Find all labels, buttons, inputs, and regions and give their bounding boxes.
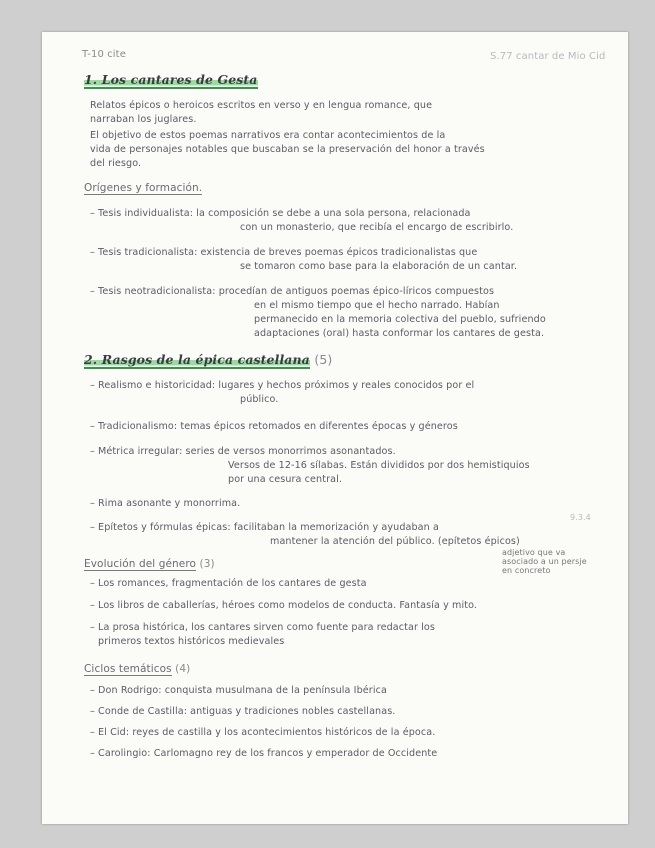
faint-mark: 9.3.4 — [570, 513, 591, 522]
section1-line-2: narraban los juglares. — [90, 114, 197, 125]
section1-title: 1. Los cantares de Gesta — [84, 72, 258, 87]
evolucion-line-1: – Los romances, fragmentación de los cantares de gesta — [90, 578, 367, 589]
side-note-2: asociado a un persje — [502, 557, 587, 566]
section2-title: 2. Rasgos de la épica castellana (5) — [84, 352, 333, 367]
origenes-line-4: se tomaron como base para la elaboración de un cantar. — [240, 261, 518, 272]
evolucion-title: Evolución del género (3) — [84, 558, 215, 570]
section1-line-3: El objetivo de estos poemas narrativos era contar acontecimientos de la — [90, 130, 446, 141]
section1-line-4: vida de personajes notables que buscaban se la preservación del honor a través — [90, 144, 485, 155]
side-note-3: en concreto — [502, 566, 551, 575]
origenes-line-5: – Tesis neotradicionalista: procedían de antiguos poemas épico-líricos compuestos — [90, 286, 495, 297]
origenes-line-8: adaptaciones (oral) hasta conformar los cantares de gesta. — [254, 328, 545, 339]
section2-line-7: – Rima asonante y monorrima. — [90, 498, 241, 509]
origenes-line-2: con un monasterio, que recibía el encargo de escribirlo. — [240, 222, 514, 233]
origenes-line-1: – Tesis individualista: la composición se debe a una sola persona, relacionada — [90, 208, 471, 219]
header-left: T-10 cite — [82, 49, 126, 60]
section2-line-2: público. — [240, 394, 279, 405]
origenes-line-7: permanecido en la memoria colectiva del pueblo, sufriendo — [254, 314, 546, 325]
side-note-1: adjetivo que va — [502, 548, 566, 557]
section1-line-5: del riesgo. — [90, 158, 142, 169]
evolucion-line-3: – La prosa histórica, los cantares sirven como fuente para redactar los — [90, 622, 435, 633]
origenes-line-3: – Tesis tradicionalista: existencia de breves poemas épicos tradicionalistas que — [90, 247, 478, 258]
section2-line-5: Versos de 12-16 sílabas. Están divididos por dos hemistiquios — [228, 460, 530, 471]
section2-line-6: por una cesura central. — [228, 474, 343, 485]
notebook-page — [42, 32, 628, 824]
section2-line-9: mantener la atención del público. (epítetos épicos) — [270, 536, 520, 547]
evolucion-line-4: primeros textos históricos medievales — [98, 636, 285, 647]
ciclos-line-2: – Conde de Castilla: antiguas y tradiciones nobles castellanas. — [90, 706, 396, 717]
ciclos-line-1: – Don Rodrigo: conquista musulmana de la península Ibérica — [90, 685, 387, 696]
section2-line-1: – Realismo e historicidad: lugares y hechos próximos y reales conocidos por el — [90, 380, 475, 391]
evolucion-line-2: – Los libros de caballerías, héroes como modelos de conducta. Fantasía y mito. — [90, 600, 478, 611]
origenes-line-6: en el mismo tiempo que el hecho narrado. Habían — [254, 300, 500, 311]
ciclos-line-4: – Carolingio: Carlomagno rey de los francos y emperador de Occidente — [90, 748, 438, 759]
origenes-title: Orígenes y formación. — [84, 182, 203, 194]
header-right: S.77 cantar de Mio Cid — [490, 51, 606, 62]
section1-line-1: Relatos épicos o heroicos escritos en verso y en lengua romance, que — [90, 100, 433, 111]
ciclos-title: Ciclos temáticos (4) — [84, 663, 191, 675]
section2-line-4: – Métrica irregular: series de versos monorrimos asonantados. — [90, 446, 396, 457]
section2-line-8: – Epítetos y fórmulas épicas: facilitaban la memorización y ayudaban a — [90, 522, 439, 533]
section2-line-3: – Tradicionalismo: temas épicos retomados en diferentes épocas y géneros — [90, 421, 458, 432]
ciclos-line-3: – El Cid: reyes de castilla y los acontecimientos históricos de la época. — [90, 727, 436, 738]
